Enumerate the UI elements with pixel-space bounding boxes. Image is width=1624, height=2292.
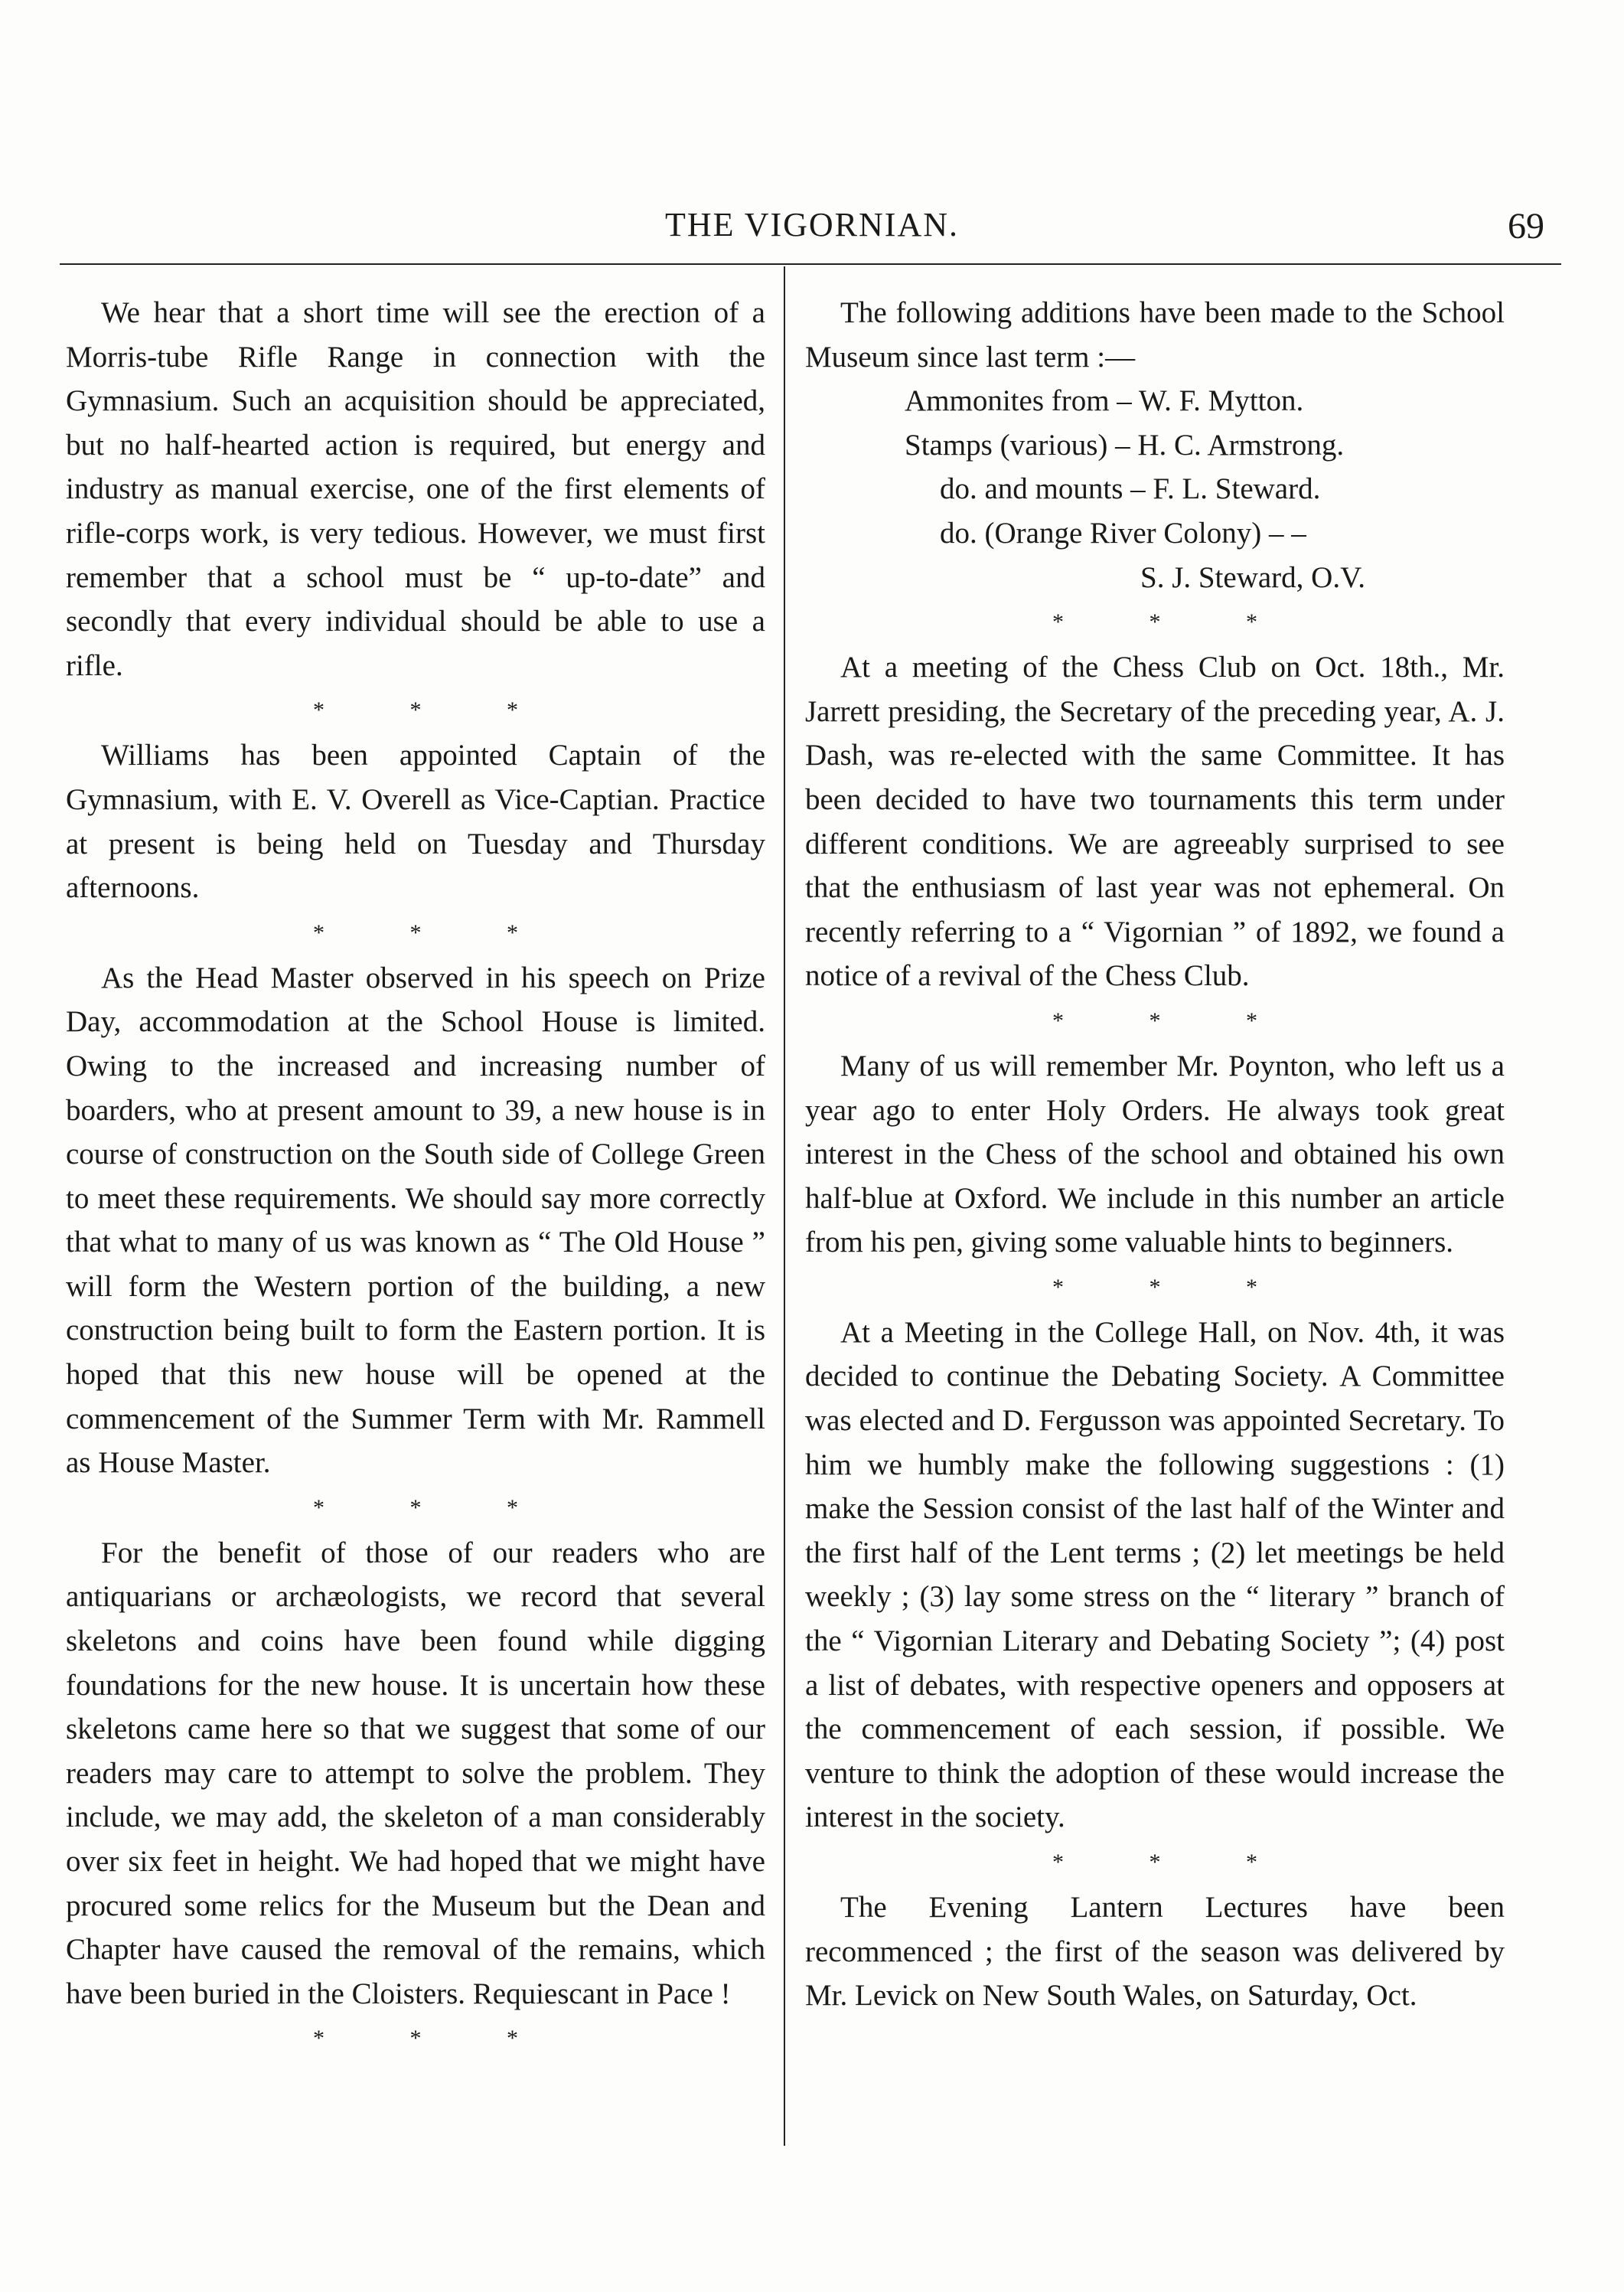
- gymnasium-captain-paragraph: Williams has been appointed Captain of the Gymnasium, with E. V. Overell as Vice-Captian. Practice at present is being held on Tuesday and Thursday afternoons.: [66, 739, 765, 905]
- running-title: THE VIGORNIAN.: [664, 206, 960, 243]
- section-separator: * * *: [313, 2026, 558, 2052]
- column-rule: [784, 266, 785, 2146]
- header-rule: [60, 263, 1561, 265]
- section-separator: * * *: [1052, 1007, 1297, 1033]
- museum-item: S. J. Steward, O.V.: [1140, 560, 1365, 594]
- museum-item: do. (Orange River Colony) – –: [940, 516, 1306, 550]
- new-house-paragraph: As the Head Master observed in his speech on Prize Day, accommodation at the School House is limited. Owing to the increased and increasing number of boarders, who at present amount to 39, a new house is in course of construction on the South side of College Green to meet these requirements. We should say more correctly that what to many of us was known as “ The Old House ” will form the Western portion of the building, a new construction being built to form the Eastern portion. It is hoped that this new house will be opened at the commencement of the Summer Term with Mr. Rammell as House Master.: [66, 961, 765, 1480]
- lantern-lectures-paragraph: The Evening Lantern Lectures have been recommenced ; the first of the season was delivered by Mr. Levick on New South Wales, on Saturday, Oct.: [805, 1891, 1505, 2013]
- museum-item: Stamps (various) – H. C. Armstrong.: [905, 428, 1345, 462]
- section-separator: * * *: [313, 1494, 558, 1520]
- left-column: [66, 291, 765, 2062]
- section-separator: * * *: [313, 919, 558, 945]
- debating-society-paragraph: At a Meeting in the College Hall, on Nov. 4th, it was decided to continue the Debating Society. A Committee was elected and D. Fergusson was appointed Secretary. To him we humbly make the following suggestions : (1) make the Session consist of the last half of the Winter and the first half of the Lent terms ; (2) let meetings be held weekly ; (3) lay some stress on the “ literary ” branch of the “ Vigornian Literary and Debating Society ”; (4) post a list of debates, with respective openers and opposers at the commencement of each session, if possible. We venture to think the adoption of these would increase the interest in the society.: [805, 1315, 1505, 1834]
- rifle-range-paragraph: We hear that a short time will see the erection of a Morris-tube Rifle Range in connection with the Gymnasium. Such an acquisition should be appreciated, but no half-hearted action is required, but energy and industry as manual exercise, one of the first elements of rifle-corps work, is very tedious. However, we must first remember that a school must be “ up-to-date” and secondly that every individual should be able to use a rifle.: [66, 296, 765, 682]
- poynton-paragraph: Many of us will remember Mr. Poynton, who left us a year ago to enter Holy Orders. He always took great interest in the Chess of the school and obtained his own half-blue at Oxford. We include in this number an article from his pen, giving some valuable hints to beginners.: [805, 1049, 1505, 1259]
- museum-additions-list: [805, 379, 1505, 599]
- section-separator: * * *: [1052, 609, 1297, 635]
- right-column: [805, 291, 1505, 2018]
- section-separator: * * *: [1052, 1274, 1297, 1300]
- section-separator: * * *: [1052, 1850, 1297, 1875]
- skeletons-paragraph: For the benefit of those of our readers who are antiquarians or archæologists, we record that several skeletons and coins have been found while digging foundations for the new house. It is uncertain how these skeletons came here so that we suggest that some of our readers may care to attempt to solve the problem. They include, we may add, the skeleton of a man considerably over six feet in height. We had hoped that we might have procured some relics for the Museum but the Dean and Chapter have caused the removal of the remains, which have been buried in the Cloisters. Requiescant in Pace !: [66, 1536, 765, 2010]
- section-separator: * * *: [313, 697, 558, 723]
- chess-club-paragraph: At a meeting of the Chess Club on Oct. 18th., Mr. Jarrett presiding, the Secretary of the preceding year, A. J. Dash, was re-elected with the same Committee. It has been decided to have two tournaments this term under different conditions. We are agreeably surprised to see that the enthusiasm of last year was not ephemeral. On recently referring to a “ Vigornian ” of 1892, we found a notice of a revival of the Chess Club.: [805, 651, 1505, 993]
- page-number: 69: [1508, 206, 1544, 247]
- museum-item: Ammonites from – W. F. Mytton.: [905, 384, 1304, 418]
- museum-item: do. and mounts – F. L. Steward.: [940, 472, 1321, 506]
- museum-intro-paragraph: The following additions have been made to the School Museum since last term :—: [805, 296, 1505, 374]
